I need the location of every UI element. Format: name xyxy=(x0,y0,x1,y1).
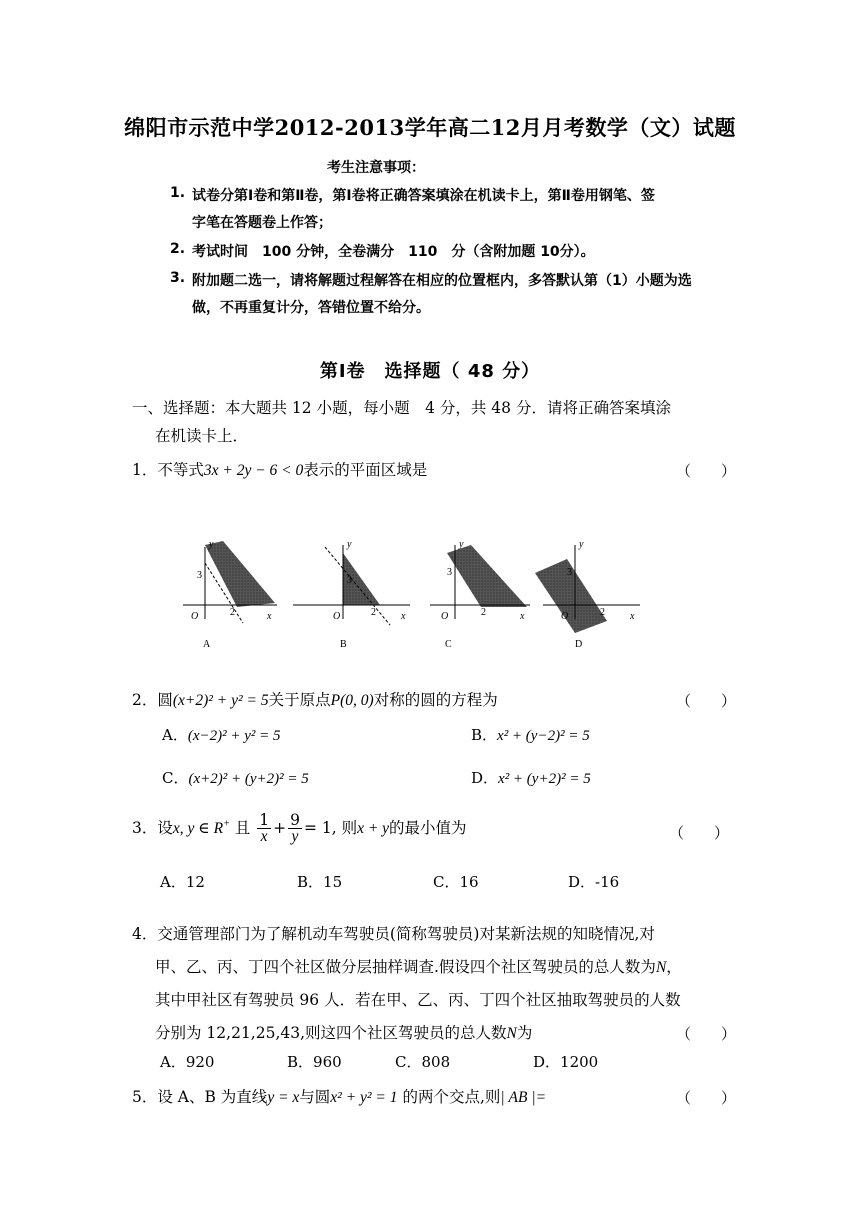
q1-suffix: 表示的平面区域是 xyxy=(303,461,428,479)
q4-option-b[interactable]: B．960 xyxy=(287,1053,342,1071)
q3-answer-paren: （ ） xyxy=(669,824,730,842)
q1-graphs xyxy=(175,535,655,655)
q3-frac1-den: x xyxy=(260,828,268,846)
notice-item-1-num: 1. xyxy=(170,185,186,201)
q5-circle-expr: x² + y² = 1 xyxy=(330,1089,398,1106)
graph-a xyxy=(183,539,277,650)
q4-line2-end: ， xyxy=(666,958,682,976)
q2-option-c[interactable] xyxy=(162,767,309,788)
notice-item-1-line2: 字笔在答题卷上作答； xyxy=(192,215,332,231)
graph-c-x-label: x xyxy=(520,611,525,622)
q3-frac2 xyxy=(288,812,302,846)
graph-a-label: A xyxy=(203,639,211,650)
q2-option-b[interactable] xyxy=(471,724,590,745)
q4-line4 xyxy=(155,1021,532,1043)
notice-item-1-line1: 试卷分第Ⅰ卷和第Ⅱ卷，第Ⅰ卷将正确答案填涂在机读卡上，第Ⅱ卷用钢笔、签 xyxy=(192,188,655,204)
q3-mid: 且 xyxy=(229,818,256,837)
q3-vars: x, y ∈ R xyxy=(172,819,224,837)
graph-b-x-label: x xyxy=(401,611,406,622)
q2-option-d-label: D． xyxy=(471,769,499,787)
q3-suffix: 的最小值为 xyxy=(389,818,467,837)
q3-option-d[interactable]: D．-16 xyxy=(568,873,620,891)
graph-d-origin: O xyxy=(561,611,569,622)
notice-heading: 考生注意事项： xyxy=(327,160,425,176)
graph-d-tick-3: 3 xyxy=(567,567,572,578)
q4-option-a[interactable]: A．920 xyxy=(160,1053,215,1071)
q1-answer-paren: （ ） xyxy=(676,462,737,480)
graph-c xyxy=(430,539,530,650)
question-2-stem xyxy=(132,688,498,710)
q3-prefix: 3．设 xyxy=(132,818,173,837)
q4-line4-var: N xyxy=(506,1025,517,1042)
q2-prefix: 2．圆 xyxy=(132,691,173,709)
q5-suffix: 的两个交点,则 xyxy=(397,1088,501,1106)
notice-item-2-num: 2. xyxy=(170,241,186,257)
graph-b-label: B xyxy=(340,639,347,650)
q4-option-c[interactable]: C．808 xyxy=(395,1053,451,1071)
graph-b-tick-2: 2 xyxy=(371,607,376,618)
question-3-stem xyxy=(132,812,467,846)
q2-option-a-expr: (x−2)² + y² = 5 xyxy=(187,728,281,744)
q2-point: P(0, 0) xyxy=(330,692,374,709)
graph-a-tick-2: 2 xyxy=(230,607,235,618)
graph-c-region xyxy=(447,545,527,607)
graph-c-origin: O xyxy=(441,611,449,622)
instruction-line1: 一、选择题：本大题共 12 小题，每小题 4 分，共 48 分．请将正确答案填涂 xyxy=(132,399,671,417)
q1-prefix: 1．不等式 xyxy=(132,461,204,479)
q2-expr: (x+2)² + y² = 5 xyxy=(172,692,269,709)
notice-item-3-num: 3. xyxy=(170,270,186,286)
graph-c-y-label: y xyxy=(459,539,464,550)
q3-frac1 xyxy=(257,812,271,846)
q2-option-b-label: B． xyxy=(471,726,498,744)
q2-option-a[interactable] xyxy=(162,724,281,745)
q5-ab: | AB |= xyxy=(500,1089,547,1106)
q3-sum: x + y xyxy=(357,819,390,837)
graph-c-label: C xyxy=(445,639,452,650)
graph-d xyxy=(535,539,640,650)
q3-frac2-num: 9 xyxy=(290,811,300,829)
q3-frac1-num: 1 xyxy=(259,811,270,829)
graph-c-tick-3: 3 xyxy=(447,567,452,578)
q3-option-a[interactable]: A．12 xyxy=(160,873,205,891)
graph-d-y-label: y xyxy=(579,539,584,550)
q3-option-c[interactable]: C．16 xyxy=(433,873,479,891)
q5-line-expr: y = x xyxy=(267,1089,300,1106)
q2-option-c-expr: (x+2)² + (y+2)² = 5 xyxy=(188,771,309,787)
q2-answer-paren: （ ） xyxy=(676,692,737,710)
q4-line4-text: 分别为 12,21,25,43,则这四个社区驾驶员的总人数 xyxy=(155,1024,507,1042)
notice-item-3-line1: 附加题二选一，请将解题过程解答在相应的位置框内，多答默认第（1）小题为选 xyxy=(192,273,692,289)
notice-item-2-line1: 考试时间 100 分钟，全卷满分 110 分（含附加题 10分）。 xyxy=(192,244,595,260)
instruction-line2: 在机读卡上． xyxy=(155,427,249,445)
q3-eq: = 1, 则 xyxy=(303,818,358,837)
q1-expr: 3x + 2y − 6 < 0 xyxy=(203,462,304,479)
graph-a-region xyxy=(205,541,275,607)
q5-answer-paren: （ ） xyxy=(676,1089,737,1107)
q3-sup: + xyxy=(223,818,230,830)
graph-a-y-label: y xyxy=(209,539,214,550)
q4-line2-text: 甲、乙、丙、丁四个社区做分层抽样调查.假设四个社区驾驶员的总人数为 xyxy=(155,958,656,976)
page-title: 绵阳市示范中学2012-2013学年高二12月月考数学（文）试题 xyxy=(124,115,736,140)
q4-option-d[interactable]: D．1200 xyxy=(533,1053,599,1071)
q4-line2-var: N xyxy=(655,959,667,976)
graph-b-tick-3: 3 xyxy=(347,575,352,586)
q5-prefix: 5．设 A、B 为直线 xyxy=(132,1088,268,1106)
q4-line3: 其中甲社区有驾驶员 96 人．若在甲、乙、丙、丁四个社区抽取驾驶员的人数 xyxy=(155,991,681,1009)
q2-option-b-expr: x² + (y−2)² = 5 xyxy=(497,728,590,744)
q4-line1: 4．交通管理部门为了解机动车驾驶员(简称驾驶员)对某新法规的知晓情况,对 xyxy=(132,925,655,943)
q3-option-b[interactable]: B．15 xyxy=(297,873,343,891)
q4-line2 xyxy=(155,955,682,977)
section-title: 第Ⅰ卷 选择题（ 48 分） xyxy=(319,361,541,382)
graph-b-y-label: y xyxy=(347,539,352,550)
question-1-stem xyxy=(132,458,427,480)
graph-d-tick-2: 2 xyxy=(600,607,605,618)
q3-frac2-den: y xyxy=(291,828,299,846)
q2-option-d-expr: x² + (y+2)² = 5 xyxy=(498,771,591,787)
graph-a-tick-3: 3 xyxy=(197,570,202,581)
q4-line4-end: 为 xyxy=(516,1024,533,1042)
q2-mid: 关于原点 xyxy=(268,691,331,709)
graph-c-tick-2: 2 xyxy=(481,607,486,618)
notice-item-3-line2: 做，不再重复计分，答错位置不给分。 xyxy=(192,300,430,316)
graph-a-origin: O xyxy=(191,611,199,622)
q4-answer-paren: （ ） xyxy=(676,1025,737,1043)
graph-d-x-label: x xyxy=(630,611,635,622)
graph-b xyxy=(293,539,410,650)
question-5-stem xyxy=(132,1085,546,1107)
graph-a-x-label: x xyxy=(267,611,272,622)
q5-mid: 与圆 xyxy=(299,1088,331,1106)
graph-d-label: D xyxy=(575,639,583,650)
q3-plus: + xyxy=(273,818,287,837)
q2-option-d[interactable] xyxy=(471,767,591,788)
q2-option-a-label: A． xyxy=(162,726,188,744)
q2-suffix: 对称的圆的方程为 xyxy=(373,691,498,709)
graph-b-origin: O xyxy=(333,611,341,622)
q2-option-c-label: C． xyxy=(162,769,189,787)
